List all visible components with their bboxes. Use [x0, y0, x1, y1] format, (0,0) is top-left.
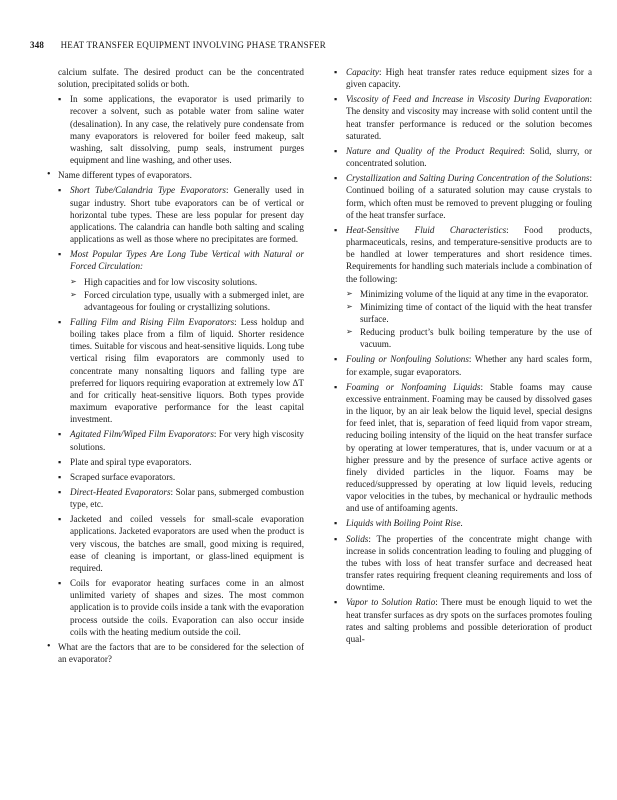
viscosity-title: Viscosity of Feed and Increase in Viscosity During Evaporation [346, 94, 590, 105]
bullet-crystallization [334, 172, 592, 221]
long-tube-title: Most Popular Types Are Long Tube Vertical with Natural or Forced Circulation: [70, 249, 304, 272]
running-title: HEAT TRANSFER EQUIPMENT INVOLVING PHASE TRANSFER [60, 40, 326, 50]
long-tube-sub-2: ➢ Forced circulation type, usually with a submerged inlet, are advantageous for fouling or crystallizing solutions. [70, 289, 304, 313]
bullet-vapor-ratio [334, 596, 592, 645]
vapor-ratio-body: : There must be enough liquid to wet the heat transfer surfaces as dry spots on the surfaces promotes fouling rates and salting problems and possible deterioration of product qual- [346, 597, 592, 644]
solids-title: Solids [346, 533, 369, 544]
bullet-heat-sensitive [334, 224, 592, 285]
heat-sensitive-sub-2: ➢ Minimizing time of contact of the liquid with the heat transfer surface. [346, 301, 592, 325]
short-tube-body: : Generally used in sugar industry. Short tube evaporators can be of vertical or horizontal tube types. These are less popular for present day applications. The calandria can handle both salting and scaling applications as well as those where no precipitates are formed. [70, 185, 304, 245]
agitated-film-body: : For very high viscosity solutions. [70, 429, 304, 452]
bullet-scraped-surface: ▪ Scraped surface evaporators. [58, 471, 304, 483]
bullet-solids [334, 533, 592, 594]
right-column [334, 66, 592, 648]
direct-heated-title: Direct-Heated Evaporators [70, 487, 171, 497]
fouling-title: Fouling or Nonfouling Solutions [346, 354, 469, 365]
bullet-capacity [334, 66, 592, 90]
bullet-falling-film [58, 316, 304, 425]
capacity-title: Capacity [346, 67, 379, 77]
foaming-body: : Stable foams may cause excessive entrainment. Foaming may be caused by dissolved gases in the liquor, by an air leak below the liquid level, special designs for feed inlet, that is, separation of feed liquid from vapor stream, reducing boiling intensity of the liquid on the heat transfer surface by operating at lower temperatures, that is, under vacuum or at a higher pressure and by the presence of surface active agents or finely divided particles in the liquor. Foams may be reduced/suppressed by operating at low liquid levels, reducing vapor velocities in the tubes, by mechanical or hydraulic methods and use of antifoaming agents. [346, 381, 592, 514]
left-column [58, 66, 304, 668]
heat-sensitive-title: Heat-Sensitive Fluid Characteristics [346, 224, 507, 235]
fouling-body: : Whether any hard scales form, for example, sugar evaporators. [346, 354, 593, 377]
bullet-plate-spiral: ▪ Plate and spiral type evaporators. [58, 456, 304, 468]
nature-quality-title: Nature and Quality of the Product Required [346, 145, 523, 156]
heat-sensitive-subitems [346, 288, 592, 351]
falling-film-title: Falling Film and Rising Film Evaporators [70, 316, 235, 327]
bullet-direct-heated [58, 486, 304, 510]
bullet-foaming [334, 381, 592, 515]
viscosity-body: : The density and viscosity may increase with solid content until the heat transfer performance is reduced or the solution becomes saturated. [346, 94, 592, 141]
capacity-body: : High heat transfer rates reduce equipment sizes for a given capacity. [346, 67, 592, 90]
nature-quality-body: : Solid, slurry, or concentrated solution. [346, 145, 593, 169]
boiling-point-rise-title: Liquids with Boiling Point Rise. [346, 518, 463, 529]
bullet-boiling-point-rise [334, 517, 592, 529]
question-selection-factors: • What are the factors that are to be considered for the selection of an evaporator? [46, 641, 304, 665]
heat-sensitive-sub-1: ➢ Minimizing volume of the liquid at any time in the evaporator. [346, 288, 592, 300]
question-evaporator-types: • Name different types of evaporators. [46, 169, 304, 181]
bullet-agitated-film [58, 428, 304, 452]
direct-heated-body: : Solar pans, submerged combustion type, etc. [70, 487, 304, 510]
vapor-ratio-title: Vapor to Solution Ratio [346, 597, 436, 608]
bullet-nature-quality [334, 145, 592, 169]
bullet-short-tube [58, 184, 304, 245]
page-number: 348 [30, 40, 45, 50]
bullet-jacketed: ▪ Jacketed and coiled vessels for small-scale evaporation applications. Jacketed evaporators are used when the product is very viscous, the batches are small, good mixing is required, ease of cleaning is important, or glass-lined equipment is required. [58, 513, 304, 574]
bullet-coils: ▪ Coils for evaporator heating surfaces come in an almost unlimited variety of shapes and sizes. The most common application is to provide coils inside a tank with the evaporation process outside the coils. Evaporation can also occur inside coils with the heating medium outside the coil. [58, 577, 304, 638]
bullet-viscosity [334, 93, 592, 142]
crystallization-body: : Continued boiling of a saturated solution may cause crystals to form, which often must be removed to prevent plugging or fouling of the heat transfer surface. [346, 173, 592, 220]
heat-sensitive-body: : Food products, pharmaceuticals, resins, and temperature-sensitive products are to be handled at lower temperatures and short residence times. Requirements for handling such materials include a combination of the following: [346, 224, 592, 284]
heat-sensitive-sub-3: ➢ Reducing product’s bulk boiling temperature by the use of vacuum. [346, 326, 592, 350]
falling-film-body: : Less holdup and boiling takes place from a film of liquid. Shorter residence times. Suitable for viscous and heat-sensitive liquids. Long tube vertical rising film evaporators are commonly used to concentrate many nonsalting liquors and falling type are preferred for liquors requiring evaporation at extremely low ΔT and for critically heat-sensitive liquors. Both types provide maximum evaporative performance for the least capital investment. [70, 316, 304, 425]
solids-body: : The properties of the concentrate might change with increase in solids concentration leading to fouling and plugging of the tubes with loss of heat transfer surface and decreased heat transfer rates requiring frequent cleaning requirements and loss of downtime. [346, 533, 592, 593]
foaming-title: Foaming or Nonfoaming Liquids [346, 381, 481, 392]
short-tube-title: Short Tube/Calandria Type Evaporators [70, 185, 226, 196]
bullet-fouling [334, 353, 592, 377]
long-tube-subitems [70, 276, 304, 313]
bullet-desalination: ▪ In some applications, the evaporator is used primarily to recover a solvent, such as potable water from saline water (desalination). In any case, the relatively pure condensate from many evaporators is relovered for boiler feed makeup, salt washing, salt dissolving, pump seals, instrument purges equipment and line washing, and other uses. [58, 93, 304, 166]
agitated-film-title: Agitated Film/Wiped Film Evaporators [70, 429, 214, 440]
bullet-long-tube [58, 248, 304, 272]
crystallization-title: Crystallization and Salting During Concentration of the Solutions [346, 173, 590, 184]
running-header [30, 40, 326, 50]
continued-paragraph: calcium sulfate. The desired product can be the concentrated solution, precipitated solids or both. [58, 67, 304, 90]
long-tube-sub-1: ➢ High capacities and for low viscosity solutions. [70, 276, 304, 288]
